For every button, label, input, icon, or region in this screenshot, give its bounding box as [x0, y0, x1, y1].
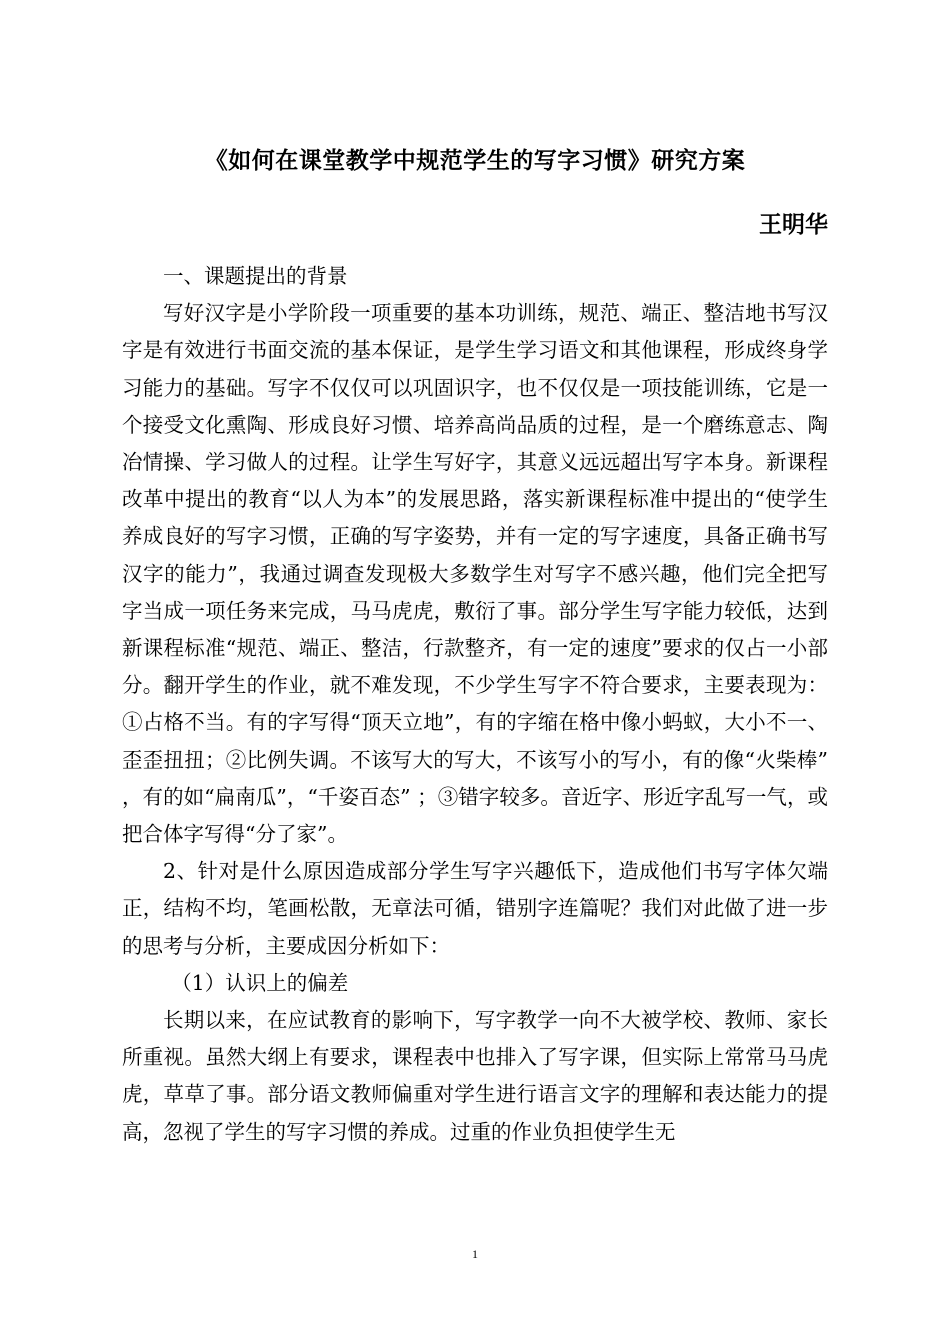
paragraph-background: 写好汉字是小学阶段一项重要的基本功训练，规范、端正、整洁地书写汉字是有效进行书面交流的基本保证，是学生学习语文和其他课程，形成终身学习能力的基础。写字不仅仅可以巩固识字，也不仅仅是一项技能训练，它是一个接受文化熏陶、形成良好习惯、培养高尚品质的过程，是一个磨练意志、陶冶情操、学习做人的过程。让学生写好字，其意义远远超出写字本身。新课程改革中提出的教育“以人为本”的发展思路，落实新课程标准中提出的“使学生养成良好的写字习惯，正确的写字姿势，并有一定的写字速度，具备正确书写汉字的能力”，我通过调查发现极大多数学生对写字不感兴趣，他们完全把写字当成一项任务来完成，马马虎虎，敷衍了事。部分学生写字能力较低，达到新课程标准“规范、端正、整洁，行款整齐，有一定的速度”要求的仅占一小部分。翻开学生的作业，就不难发现，不少学生写字不符合要求，主要表现为：①占格不当。有的字写得“顶天立地”，有的字缩在格中像小蚂蚁，大小不一、歪歪扭扭；②比例失调。不该写大的写大，不该写小的写小，有的像“火柴棒” ，有的如“扁南瓜”，“千姿百态” ；③错字较多。音近字、形近字乱写一气，或把合体字写得“分了家”。: [122, 301, 828, 847]
author-name: 王明华: [759, 211, 828, 238]
paragraph-causes-intro: 2、针对是什么原因造成部分学生写字兴趣低下，造成他们书写字体欠端正，结构不均，笔画松散，无章法可循，错别字连篇呢？我们对此做了进一步的思考与分析，主要成因分析如下：: [122, 859, 828, 958]
subheading-cognition-bias: （1）认识上的偏差: [171, 970, 349, 995]
section-heading-background: 一、课题提出的背景: [163, 264, 348, 288]
page-number: 1: [472, 1247, 478, 1261]
document-body: [122, 258, 828, 1151]
document-title: 《如何在课堂教学中规范学生的写字习惯》研究方案: [204, 147, 746, 174]
paragraph-cognition-bias: 长期以来，在应试教育的影响下，写字教学一向不大被学校、教师、家长所重视。虽然大纲上有要求，课程表中也排入了写字课，但实际上常常马马虎虎，草草了事。部分语文教师偏重对学生进行语言文字的理解和表达能力的提高，忽视了学生的写字习惯的养成。过重的作业负担使学生无: [122, 1008, 828, 1144]
